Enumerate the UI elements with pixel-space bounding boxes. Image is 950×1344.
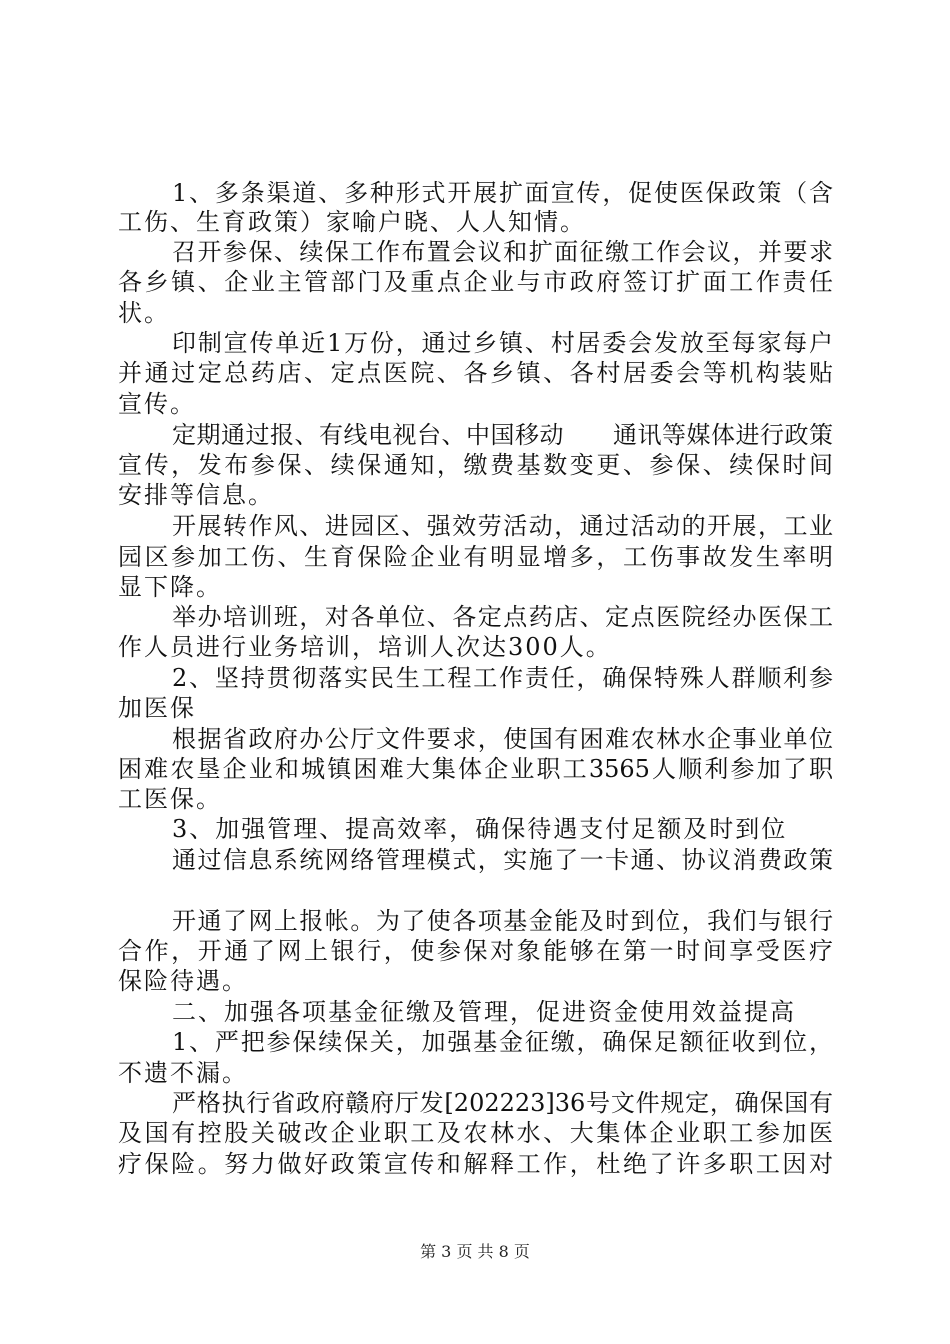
body-line: 1、严把参保续保关，加强基金征缴，确保足额征收到位，: [172, 1028, 833, 1056]
body-line: 根据省政府办公厅文件要求，使国有困难农林水企事业单位: [172, 725, 833, 753]
body-line: 不遗不漏。: [118, 1059, 248, 1087]
body-line: 3、加强管理、提高效率，确保待遇支付足额及时到位: [172, 815, 788, 843]
body-line: 及国有控股关破改企业职工及农林水、大集体企业职工参加医: [118, 1119, 833, 1147]
body-line: 开通了网上报帐。为了使各项基金能及时到位，我们与银行: [172, 907, 833, 935]
body-line: 举办培训班，对各单位、各定点药店、定点医院经办医保工: [172, 603, 833, 631]
body-line: 疗保险。努力做好政策宣传和解释工作，杜绝了许多职工因对: [118, 1150, 833, 1178]
body-line: 印制宣传单近1万份，通过乡镇、村居委会发放至每家每户: [172, 329, 833, 357]
body-line: 困难农垦企业和城镇困难大集体企业职工3565人顺利参加了职: [118, 755, 833, 783]
body-line: 宣传，发布参保、续保通知，缴费基数变更、参保、续保时间: [118, 451, 833, 479]
body-line: 工医保。: [118, 785, 222, 813]
body-line: 保险待遇。: [118, 967, 248, 995]
section-heading: 二、加强各项基金征缴及管理，促进资金使用效益提高: [172, 998, 796, 1026]
body-line: 通过信息系统网络管理模式，实施了一卡通、协议消费政策: [172, 846, 833, 874]
body-line: 工伤、生育政策）家喻户晓、人人知情。: [118, 208, 586, 236]
body-line: 严格执行省政府赣府厅发[202223]36号文件规定，确保国有: [172, 1089, 833, 1117]
body-line: 安排等信息。: [118, 481, 274, 509]
body-line: 合作，开通了网上银行，使参保对象能够在第一时间享受医疗: [118, 937, 833, 965]
body-line: 召开参保、续保工作布置会议和扩面征缴工作会议，并要求: [172, 238, 833, 266]
body-line: 2、坚持贯彻落实民生工程工作责任，确保特殊人群顺利参: [172, 664, 833, 692]
body-line: 加医保: [118, 694, 196, 722]
body-line: 状。: [118, 299, 170, 327]
body-line: 并通过定总药店、定点医院、各乡镇、各村居委会等机构装贴: [118, 359, 833, 387]
body-line: 1、多条渠道、多种形式开展扩面宣传，促使医保政策（含: [172, 179, 833, 207]
body-line: 作人员进行业务培训，培训人次达300人。: [118, 633, 612, 661]
body-line: 园区参加工伤、生育保险企业有明显增多，工伤事故发生率明: [118, 543, 833, 571]
body-line: 定期通过报、有线电视台、中国移动 通讯等媒体进行政策: [172, 421, 833, 449]
body-line: 显下降。: [118, 573, 222, 601]
body-line: 各乡镇、企业主管部门及重点企业与市政府签订扩面工作责任: [118, 268, 833, 296]
body-line: 宣传。: [118, 390, 196, 418]
page-footer: 第 3 页 共 8 页: [420, 1242, 530, 1261]
body-line: 开展转作风、进园区、强效劳活动，通过活动的开展，工业: [172, 512, 833, 540]
